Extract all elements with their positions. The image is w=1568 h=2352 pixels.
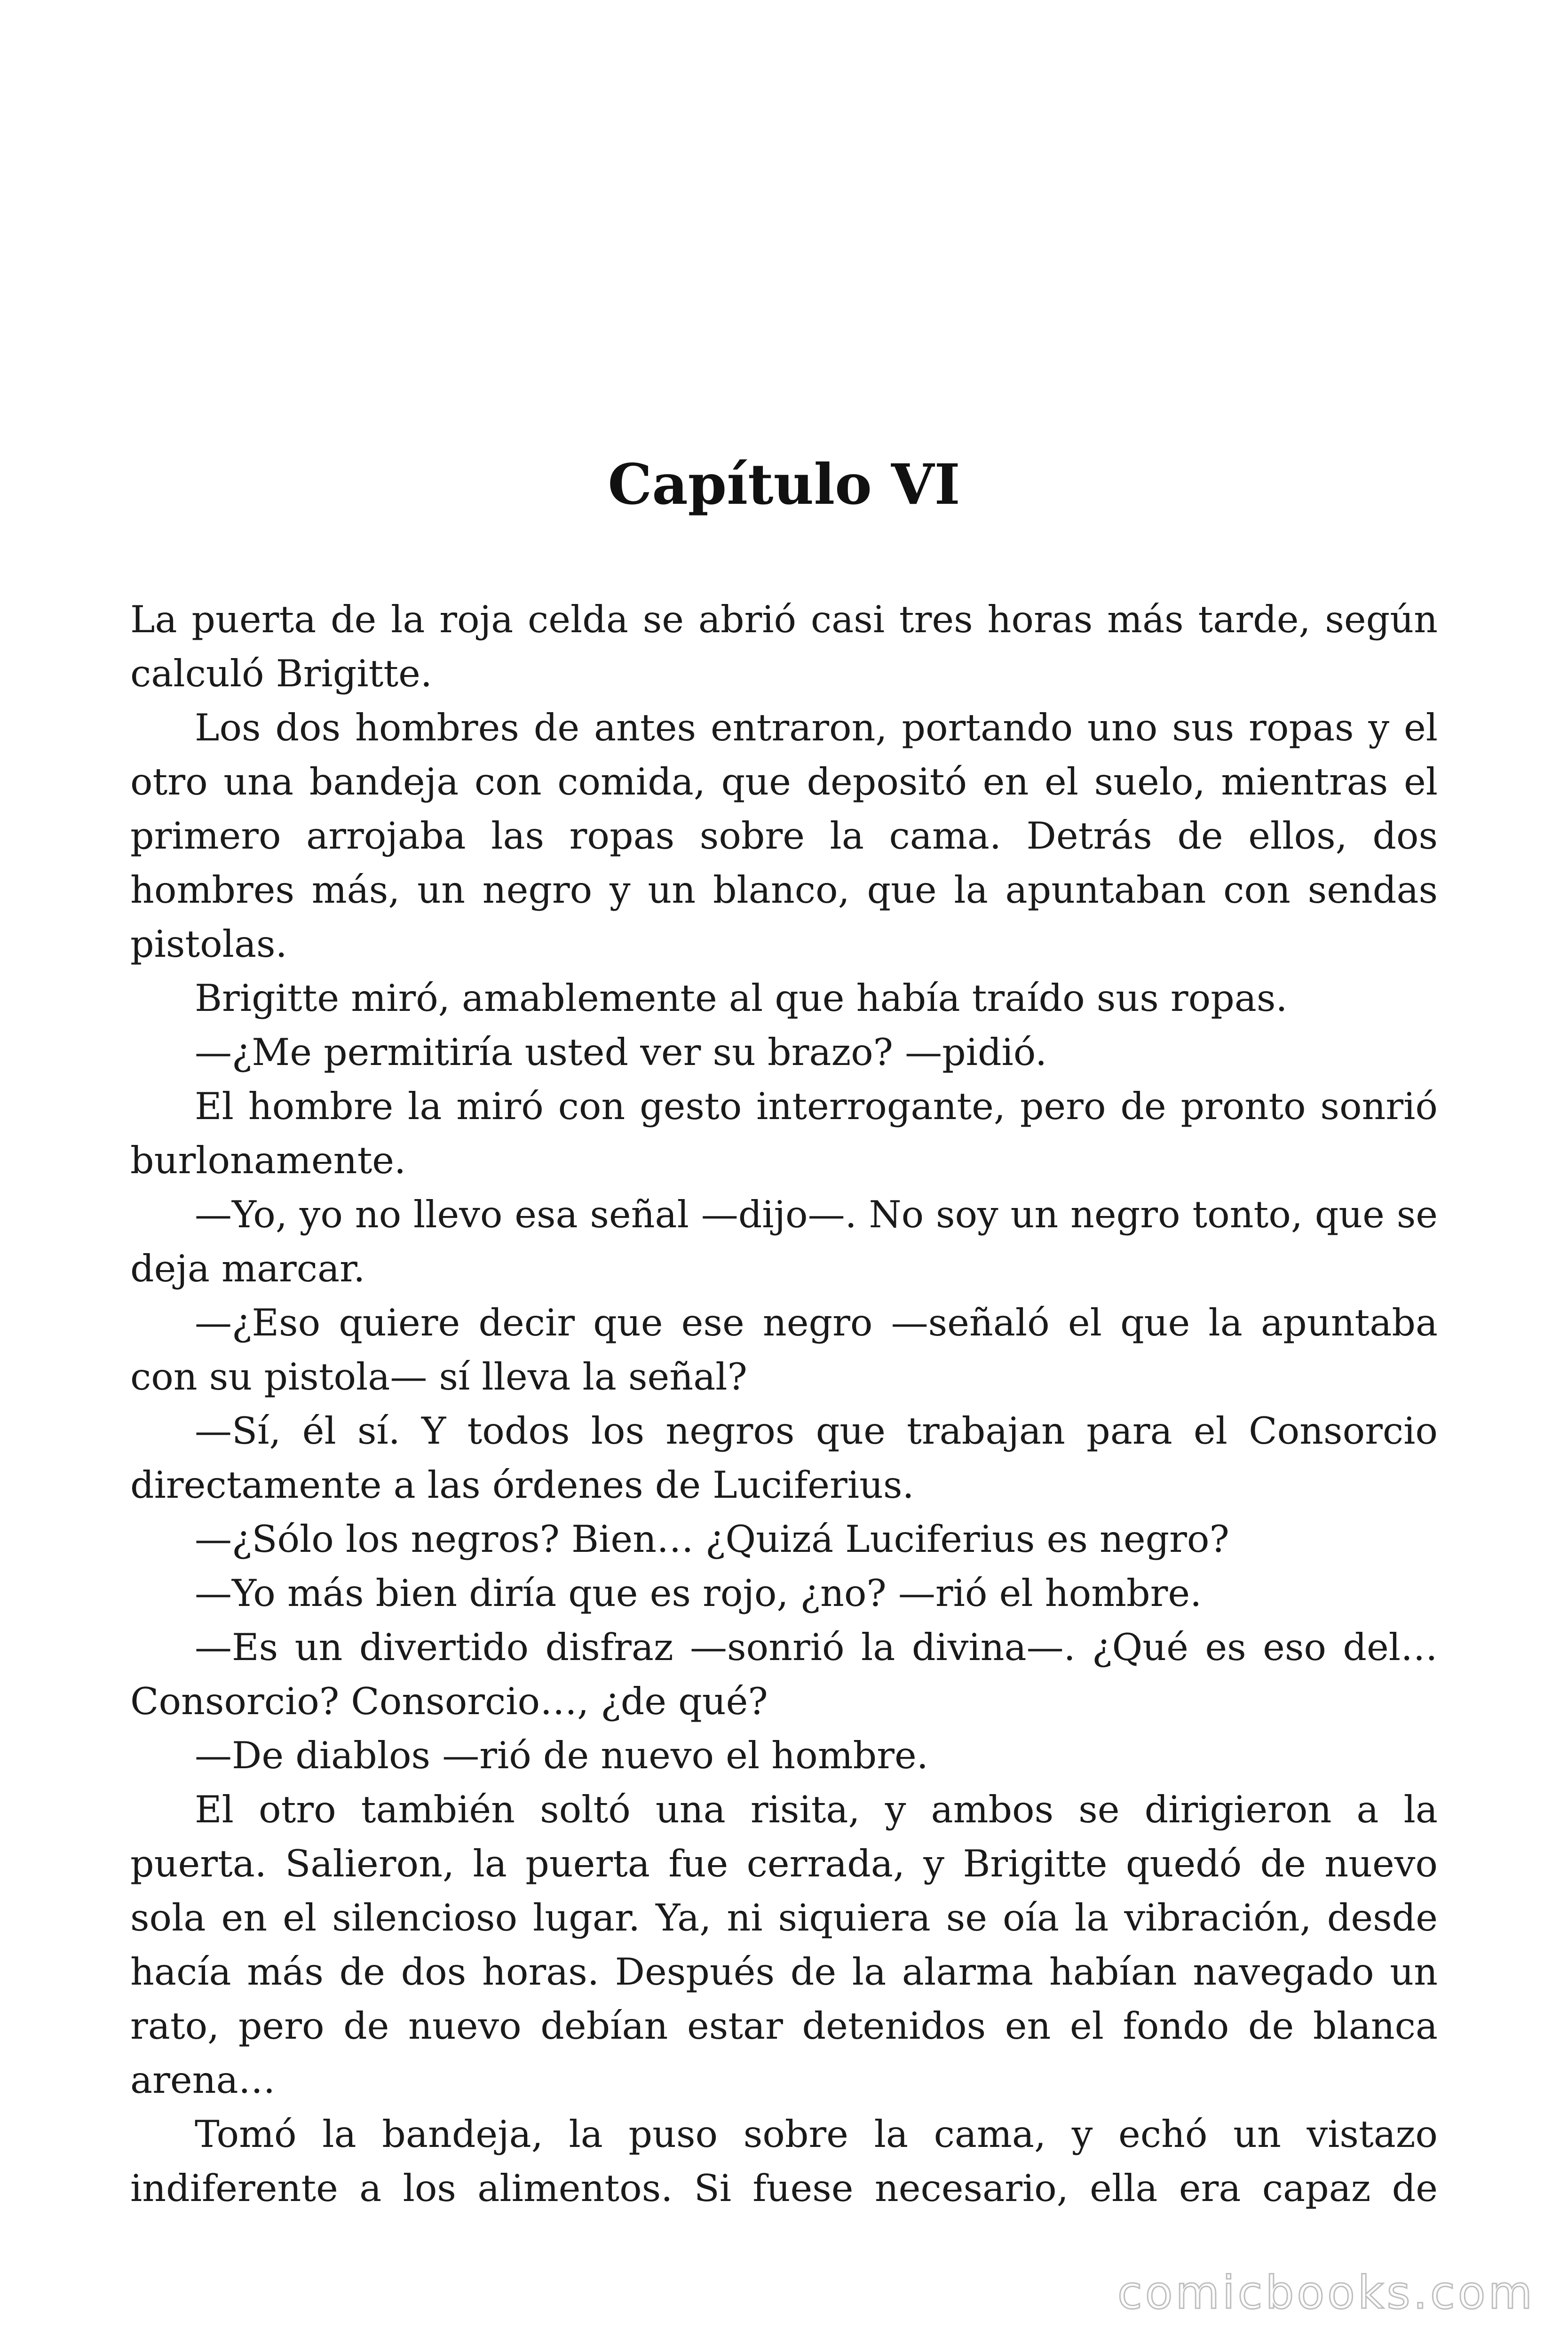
paragraph: —Es un divertido disfraz —sonrió la divina—. ¿Qué es eso del… Consorcio? Consorcio…, ¿de qué? — [130, 1626, 1438, 1723]
paragraph: La puerta de la roja celda se abrió casi tres horas más tarde, según calculó Brigitte. — [130, 598, 1438, 695]
paragraph: —Yo, yo no llevo esa señal —dijo—. No soy un negro tonto, que se deja marcar. — [130, 1193, 1438, 1290]
paragraph: —De diablos —rió de nuevo el hombre. — [195, 1734, 928, 1777]
paragraph: Tomó la bandeja, la puso sobre la cama, y echó un vistazo indiferente a los alimentos. Si fuese necesario, ella era capaz de — [130, 2113, 1438, 2210]
paragraph: El hombre la miró con gesto interrogante, pero de pronto sonrió burlonamente. — [130, 1085, 1438, 1182]
paragraph: —¿Eso quiere decir que ese negro —señaló el que la apuntaba con su pistola— sí lleva la señal? — [130, 1301, 1438, 1398]
paragraph: Los dos hombres de antes entraron, portando uno sus ropas y el otro una bandeja con comida, que depositó en el suelo, mientras el primero arrojaba las ropas sobre la cama. Detrás de ellos, dos hombres más, un negro y un blanco, que la apuntaban con sendas pistolas. — [130, 706, 1438, 966]
paragraph: —¿Sólo los negros? Bien… ¿Quizá Luciferius es negro? — [195, 1518, 1229, 1561]
chapter-title: Capítulo VI — [608, 452, 960, 517]
paragraph: El otro también soltó una risita, y ambos se dirigieron a la puerta. Salieron, la puerta fue cerrada, y Brigitte quedó de nuevo sola en el silencioso lugar. Ya, ni siquiera se oía la vibración, desde hacía más de dos horas. Después de la alarma habían navegado un rato, pero de nuevo debían estar detenidos en el fondo de blanca arena… — [130, 1788, 1438, 2102]
paragraph: —Sí, él sí. Y todos los negros que trabajan para el Consorcio directamente a las órdenes de Luciferius. — [130, 1409, 1438, 1507]
paragraph: —Yo más bien diría que es rojo, ¿no? —rió el hombre. — [195, 1572, 1202, 1615]
book-page — [130, 0, 1438, 2352]
watermark: comicbooks.com — [1117, 2266, 1535, 2319]
chapter-body — [130, 593, 1438, 2216]
paragraph: Brigitte miró, amablemente al que había traído sus ropas. — [195, 977, 1288, 1020]
paragraph: —¿Me permitiría usted ver su brazo? —pidió. — [195, 1031, 1047, 1074]
